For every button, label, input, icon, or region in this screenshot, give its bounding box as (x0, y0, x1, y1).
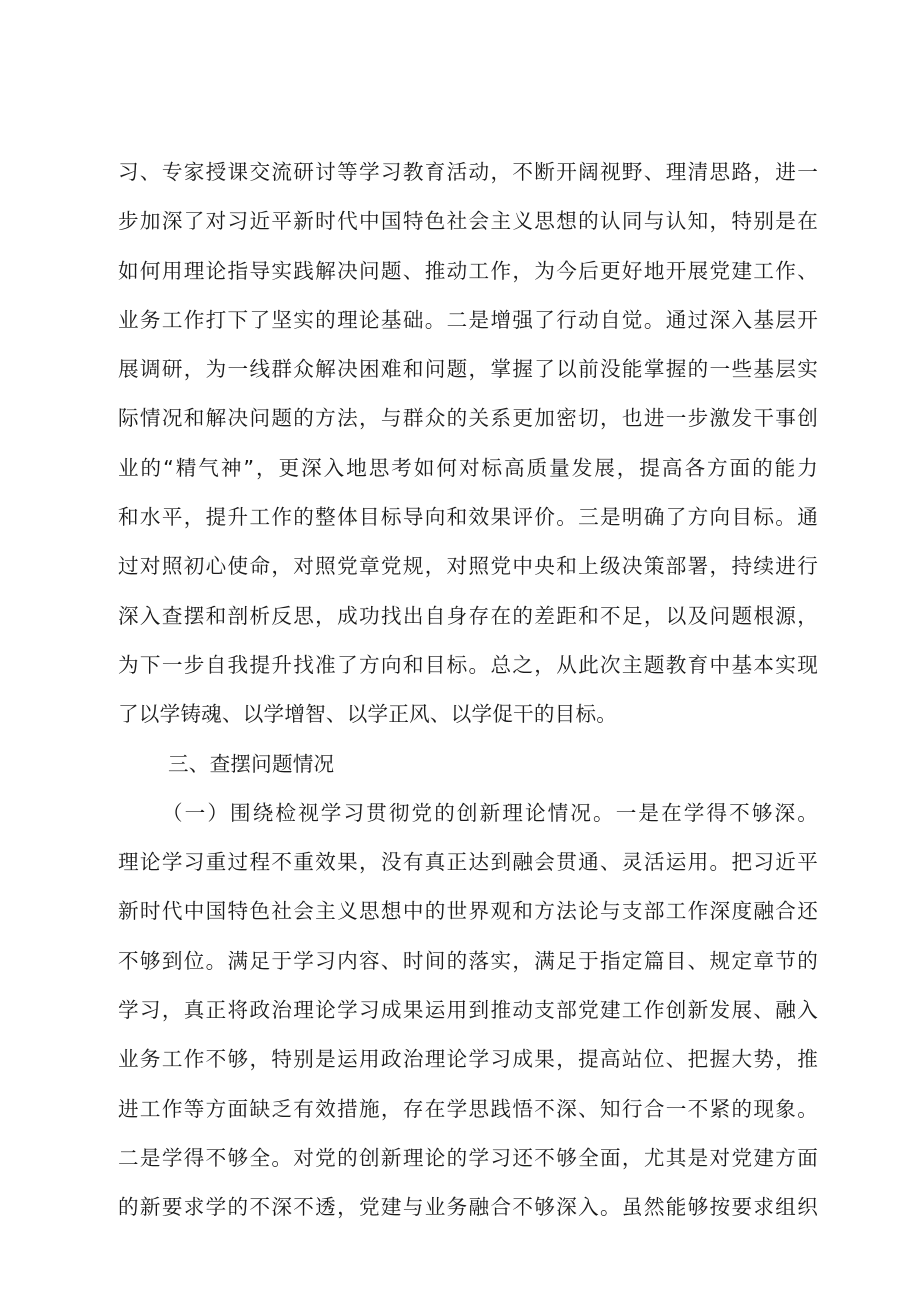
text-line: 过对照初心使命，对照党章党规，对照党中央和上级决策部署，持续进行 (118, 554, 818, 579)
text-line: 业务工作不够，特别是运用政治理论学习成果，提高站位、把握大势，推 (118, 1047, 818, 1072)
text-line: 和水平，提升工作的整体目标导向和效果评价。三是明确了方向目标。通 (118, 505, 818, 530)
text-line: 业的“精气神”，更深入地思考如何对标高质量发展，提高各方面的能力 (118, 455, 818, 480)
text-line: 业务工作打下了坚实的理论基础。二是增强了行动自觉。通过深入基层开 (118, 307, 818, 332)
text-line: 际情况和解决问题的方法，与群众的关系更加密切，也进一步激发干事创 (118, 406, 818, 431)
text-line: 如何用理论指导实践解决问题、推动工作，为今后更好地开展党建工作、 (118, 258, 818, 283)
section-heading: 三、查摆问题情况 (168, 751, 335, 776)
text-line: 进工作等方面缺乏有效措施，存在学思践悟不深、知行合一不紧的现象。 (118, 1096, 818, 1121)
text-line: 二是学得不够全。对党的创新理论的学习还不够全面，尤其是对党建方面 (118, 1145, 818, 1170)
text-line: 习、专家授课交流研讨等学习教育活动，不断开阔视野、理清思路，进一 (118, 160, 818, 184)
text-line: 学习，真正将政治理论学习成果运用到推动支部党建工作创新发展、融入 (118, 998, 818, 1023)
subsection-first-line: （一）围绕检视学习贯彻党的创新理论情况。一是在学得不够深。 (162, 800, 818, 825)
text-line: 不够到位。满足于学习内容、时间的落实，满足于指定篇目、规定章节的 (118, 948, 818, 973)
text-line: 理论学习重过程不重效果，没有真正达到融会贯通、灵活运用。把习近平 (118, 850, 818, 875)
text-line: 新时代中国特色社会主义思想中的世界观和方法论与支部工作深度融合还 (118, 899, 818, 924)
text-line: 展调研，为一线群众解决困难和问题，掌握了以前没能掌握的一些基层实 (118, 357, 818, 382)
text-line: 的新要求学的不深不透，党建与业务融合不够深入。虽然能够按要求组织 (118, 1195, 818, 1220)
text-line: 步加深了对习近平新时代中国特色社会主义思想的认同与认知，特别是在 (118, 209, 818, 234)
text-line: 为下一步自我提升找准了方向和目标。总之，从此次主题教育中基本实现 (118, 652, 818, 677)
text-line: 深入查摆和剖析反思，成功找出自身存在的差距和不足，以及问题根源， (118, 603, 818, 628)
text-line: 了以学铸魂、以学增智、以学正风、以学促干的目标。 (118, 702, 618, 727)
document-body (118, 157, 818, 1242)
